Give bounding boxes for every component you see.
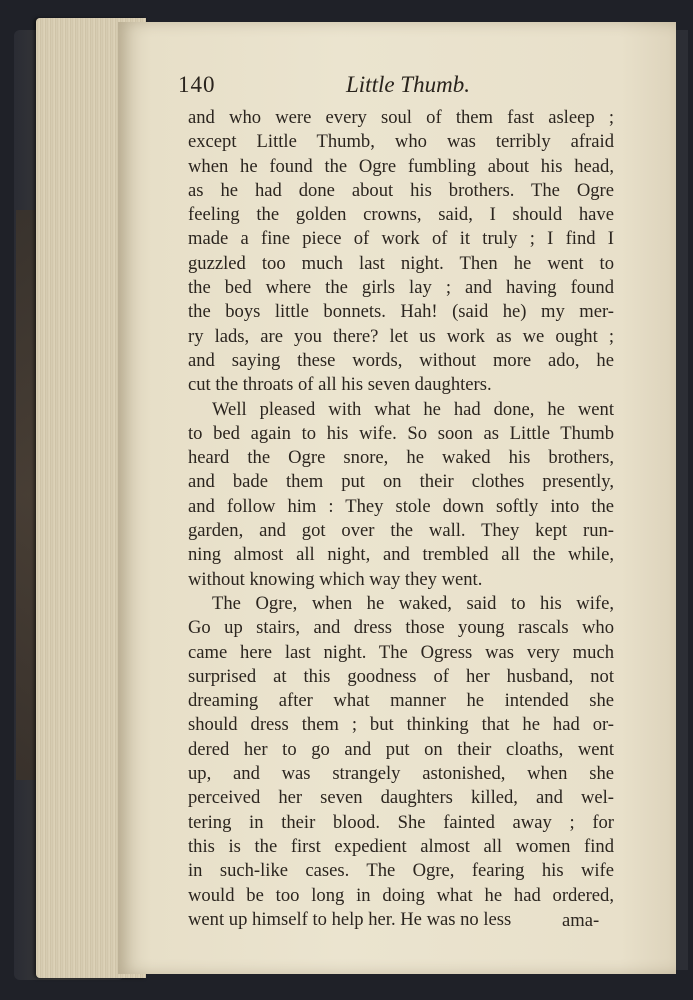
page-header — [178, 72, 618, 104]
text-line: as he had done about his brothers. The Ogre — [188, 179, 614, 201]
text-line: dreaming after what manner he intended she — [188, 690, 614, 712]
text-line: and who were every soul of them fast asleep ; — [188, 107, 614, 128]
text-line: guzzled too much last night. Then he went to — [188, 252, 614, 274]
text-line: Go up stairs, and dress those young rascals who — [188, 617, 614, 639]
body-text — [188, 106, 614, 932]
text-line: the boys little bonnets. Hah! (said he) my mer- — [188, 301, 614, 323]
text-line: and bade them put on their clothes presently, — [188, 471, 614, 493]
text-line: and follow him : They stole down softly into the — [188, 495, 614, 517]
text-line: when he found the Ogre fumbling about his head, — [188, 155, 614, 177]
text-line: heard the Ogre snore, he waked his brothers, — [188, 447, 614, 469]
text-line: would be too long in doing what he had ordered, — [188, 884, 614, 906]
text-line: surprised at this goodness of her husband, not — [188, 665, 614, 687]
text-line: should dress them ; but thinking that he had or- — [188, 714, 614, 736]
text-line: feeling the golden crowns, said, I should have — [188, 204, 614, 226]
text-line: to bed again to his wife. So soon as Little Thumb — [188, 422, 614, 444]
right-background — [676, 30, 688, 970]
text-line: in such-like cases. The Ogre, fearing his wife — [188, 860, 614, 882]
text-line: made a fine piece of work of it truly ; I find I — [188, 228, 614, 250]
text-line: cut the throats of all his seven daughters. — [188, 374, 492, 396]
text-line: the bed where the girls lay ; and having found — [188, 277, 614, 299]
text-line: ry lads, are you there? let us work as we ought ; — [188, 325, 614, 347]
text-line: tering in their blood. She fainted away ; for — [188, 811, 614, 833]
text-line: Well pleased with what he had done, he went — [212, 398, 614, 420]
text-line: ning almost all night, and trembled all the while, — [188, 544, 614, 566]
catchword: ama- — [562, 910, 600, 931]
text-line: came here last night. The Ogress was very much — [188, 641, 614, 663]
text-line: without knowing which way they went. — [188, 568, 483, 590]
text-line: up, and was strangely astonished, when she — [188, 763, 614, 785]
text-line: except Little Thumb, who was terribly afraid — [188, 131, 614, 153]
text-line: garden, and got over the wall. They kept run- — [188, 520, 614, 542]
text-line: perceived her seven daughters killed, and wel- — [188, 787, 614, 809]
text-line: went up himself to help her. He was no less — [188, 908, 512, 930]
text-line: The Ogre, when he waked, said to his wife, — [212, 592, 614, 614]
text-line: and saying these words, without more ado, he — [188, 349, 614, 371]
page-number: 140 — [178, 72, 216, 97]
text-line: this is the first expedient almost all women find — [188, 835, 614, 857]
running-title: Little Thumb. — [346, 72, 470, 97]
text-line: dered her to go and put on their cloaths, went — [188, 738, 614, 760]
